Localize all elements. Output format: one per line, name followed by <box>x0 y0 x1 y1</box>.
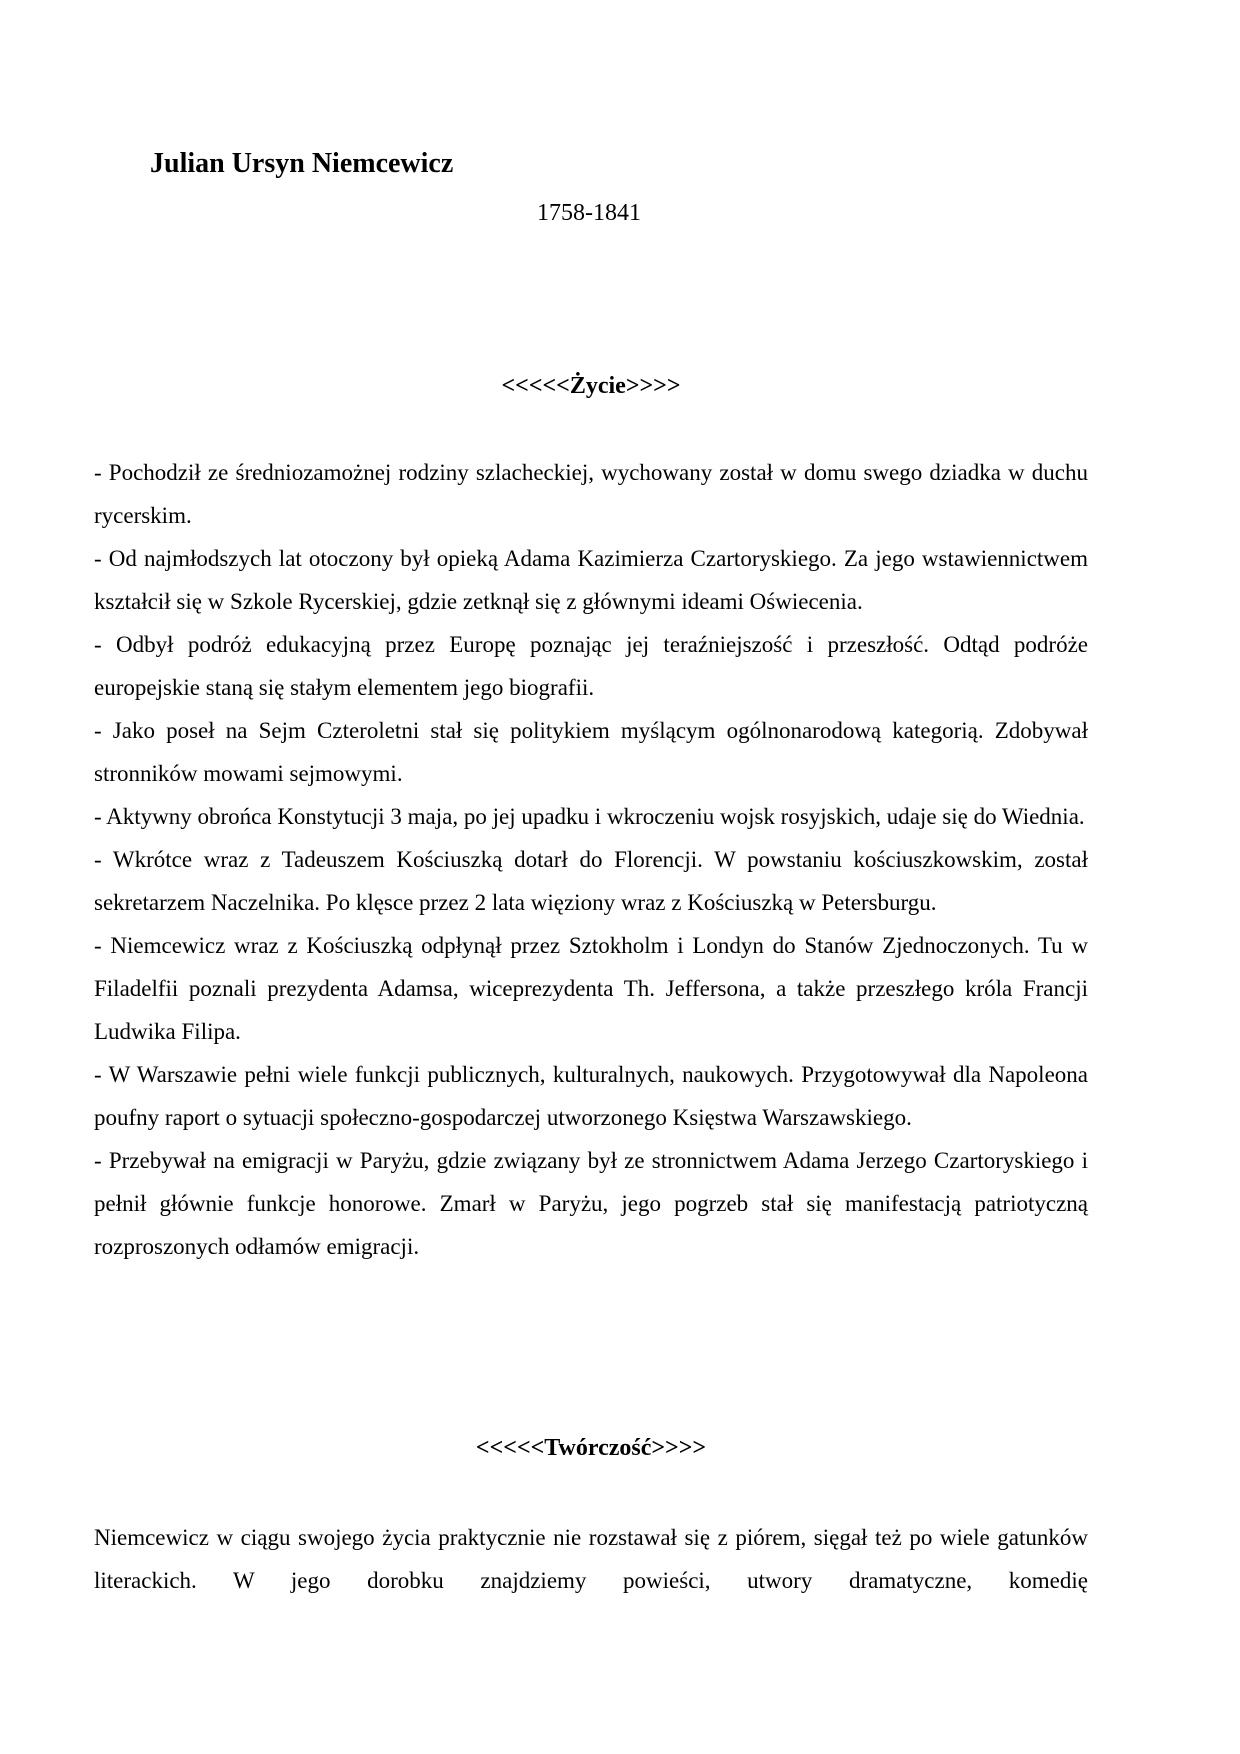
life-paragraph: - Pochodził ze średniozamożnej rodziny szlacheckiej, wychowany został w domu swego dziadka w duchu rycerskim. <box>94 460 1088 528</box>
works-paragraph: Niemcewicz w ciągu swojego życia praktycznie nie rozstawał się z piórem, sięgał też po wiele gatunków literackich. W jego dorobku znajdziemy powieści, utwory dramatyczne, komedię <box>94 1525 1088 1593</box>
document-title: Julian Ursyn Niemcewicz <box>150 148 454 179</box>
life-paragraph: - W Warszawie pełni wiele funkcji publicznych, kulturalnych, naukowych. Przygotowywał dla Napoleona poufny raport o sytuacji społeczno-gospodarczej utworzonego Księstwa Warszawskiego. <box>94 1062 1088 1130</box>
life-dates: 1758-1841 <box>537 200 641 226</box>
life-paragraph: - Od najmłodszych lat otoczony był opieką Adama Kazimierza Czartoryskiego. Za jego wstawiennictwem kształcił się w Szkole Rycerskiej, gdzie zetknął się z głównymi ideami Oświecenia. <box>94 546 1088 614</box>
life-paragraphs <box>94 451 1088 1268</box>
section-heading-tworczosc: <<<<<Twórczość>>>> <box>475 1435 707 1461</box>
section-heading-zycie: <<<<<Życie>>>> <box>501 373 681 399</box>
life-paragraph: - Niemcewicz wraz z Kościuszką odpłynął przez Sztokholm i Londyn do Stanów Zjednoczonych. Tu w Filadelfii poznali prezydenta Adamsa, wiceprezydenta Th. Jeffersona, a także przeszłego króla Francji Ludwika Filipa. <box>94 933 1088 1044</box>
works-section <box>94 1516 1088 1602</box>
life-paragraph: - Aktywny obrońca Konstytucji 3 maja, po jej upadku i wkroczeniu wojsk rosyjskich, udaje się do Wiednia. <box>94 804 1085 829</box>
life-paragraph: - Jako poseł na Sejm Czteroletni stał się politykiem myślącym ogólnonarodową kategorią. Zdobywał stronników mowami sejmowymi. <box>94 718 1088 786</box>
life-paragraph: - Wkrótce wraz z Tadeuszem Kościuszką dotarł do Florencji. W powstaniu kościuszkowskim, został sekretarzem Naczelnika. Po klęsce przez 2 lata więziony wraz z Kościuszką w Petersburgu. <box>94 847 1088 915</box>
life-paragraph: - Przebywał na emigracji w Paryżu, gdzie związany był ze stronnictwem Adama Jerzego Czartoryskiego i pełnił głównie funkcje honorowe. Zmarł w Paryżu, jego pogrzeb stał się manifestacją patriotyczną rozproszonych odłamów emigracji. <box>94 1148 1088 1259</box>
life-paragraph: - Odbył podróż edukacyjną przez Europę poznając jej teraźniejszość i przeszłość. Odtąd podróże europejskie staną się stałym elementem jego biografii. <box>94 632 1088 700</box>
